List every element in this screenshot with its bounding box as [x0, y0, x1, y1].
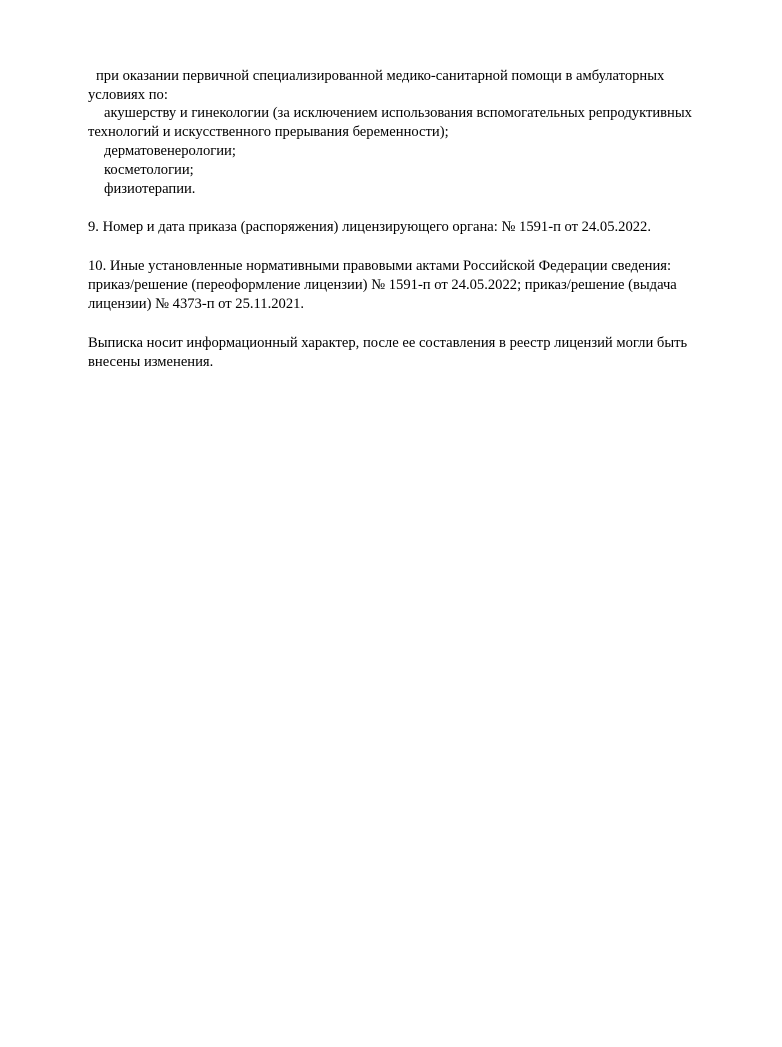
disclaimer-line-2: внесены изменения.: [88, 354, 214, 370]
activity-item-physiotherapy: физиотерапии.: [104, 181, 196, 197]
activity-intro-line: при оказании первичной специализированной медико-санитарной помощи в амбулаторных: [96, 68, 665, 84]
activity-item-obstetrics: акушерству и гинекологии (за исключением использования вспомогательных репродуктивных: [104, 105, 692, 121]
activity-item-dermatovenereology: дерматовенерологии;: [104, 143, 236, 159]
activity-item-obstetrics-continuation: технологий и искусственного прерывания беременности);: [88, 124, 449, 140]
disclaimer-line-1: Выписка носит информационный характер, после ее составления в реестр лицензий могли быть: [88, 335, 688, 351]
section-9-order-number: 9. Номер и дата приказа (распоряжения) лицензирующего органа: № 1591-п от 24.05.2022.: [88, 219, 651, 235]
activity-intro-continuation: условиях по:: [88, 87, 168, 103]
activity-item-cosmetology: косметологии;: [104, 162, 194, 178]
section-10-other-info-line-2: приказ/решение (переоформление лицензии) № 1591-п от 24.05.2022; приказ/решение (выдача: [88, 277, 677, 293]
section-10-other-info: 10. Иные установленные нормативными правовыми актами Российской Федерации сведения:: [88, 258, 672, 274]
section-10-other-info-line-3: лицензии) № 4373-п от 25.11.2021.: [88, 296, 305, 312]
